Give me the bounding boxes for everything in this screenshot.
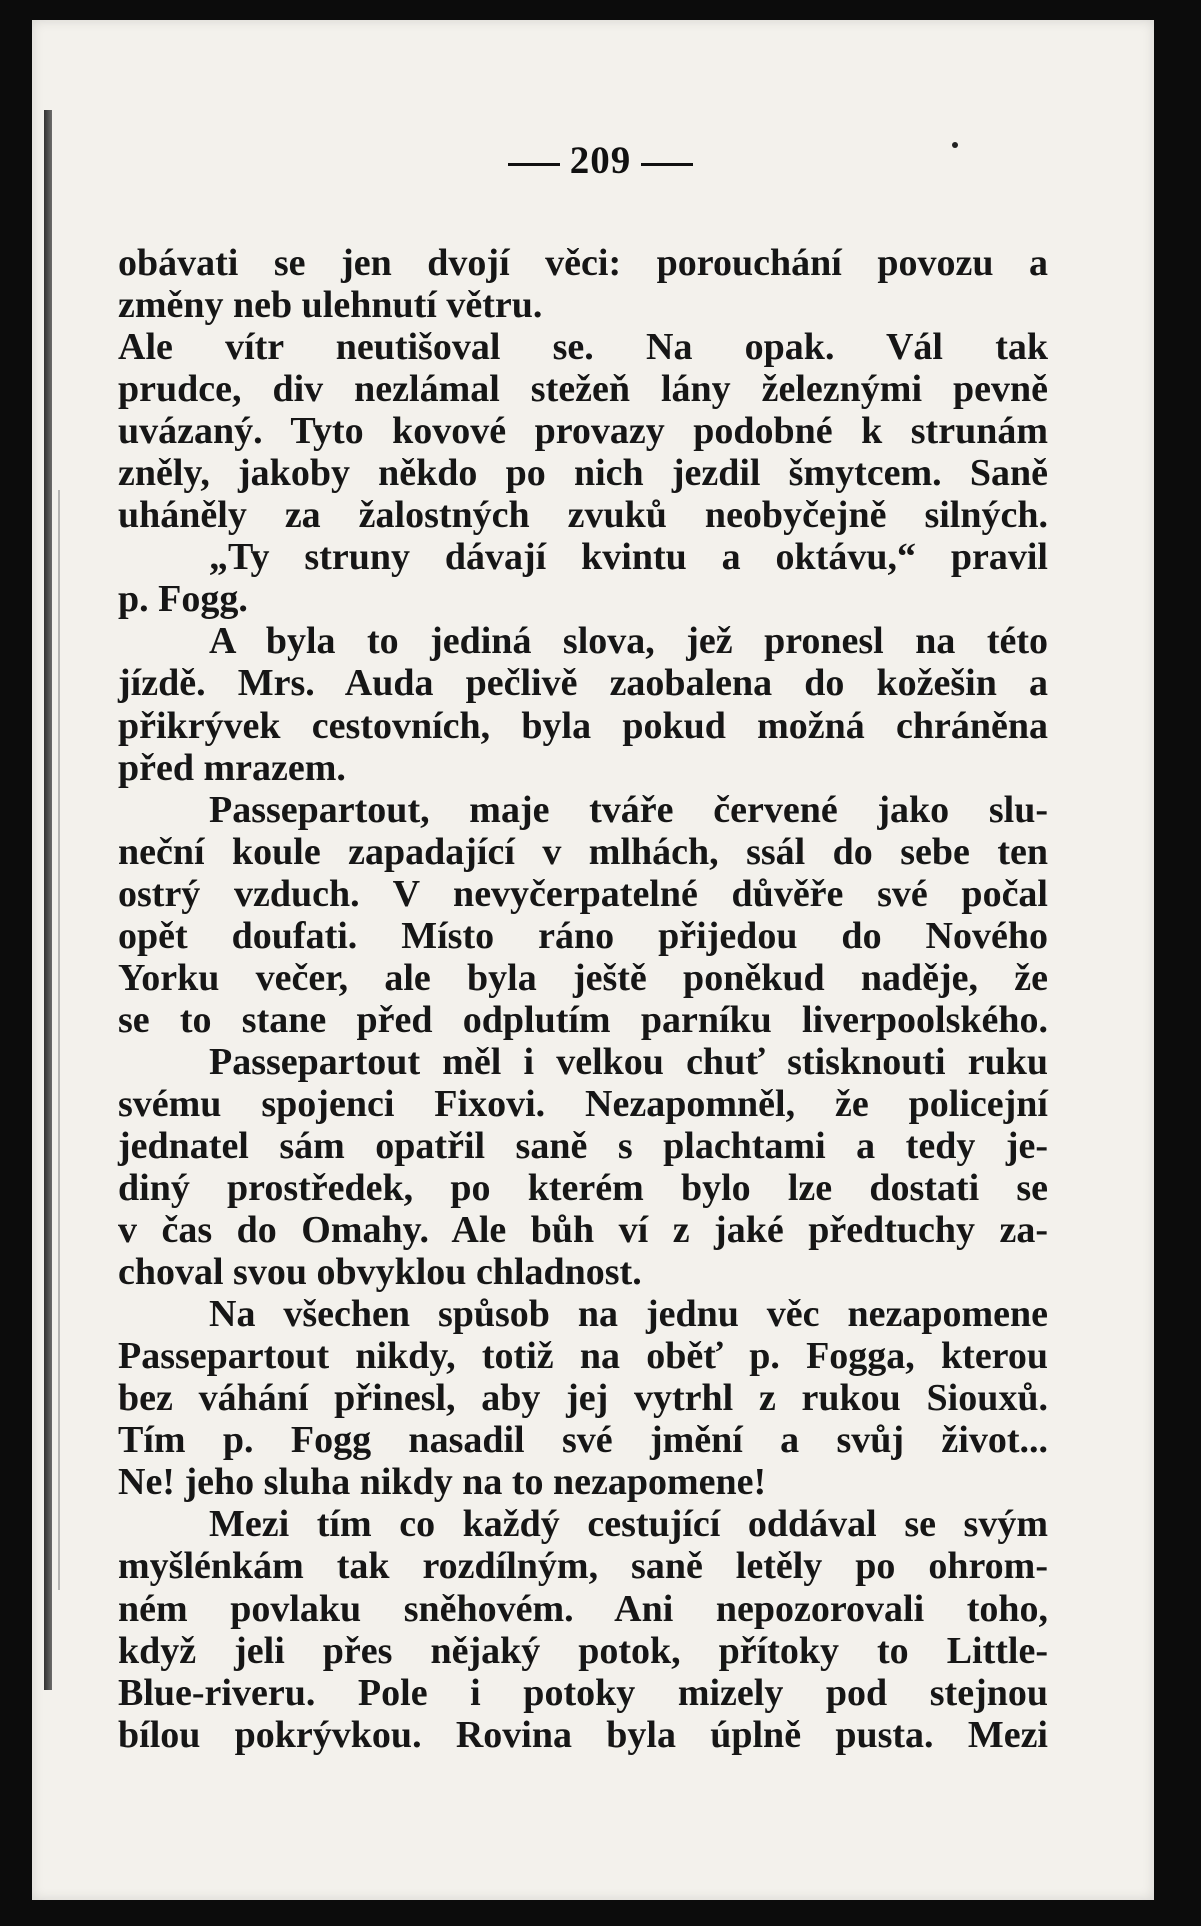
text-line: když jeli přes nějaký potok, přítoky to Little- (118, 1629, 1048, 1672)
text-line: svému spojenci Fixovi. Nezapomněl, že policejní (118, 1082, 1048, 1125)
page-header (0, 138, 1201, 183)
text-line: Passepartout nikdy, totiž na oběť p. Fogga, kterou (118, 1335, 1048, 1378)
page-number: 209 (569, 139, 632, 182)
text-line: bez váhání přinesl, aby jej vytrhl z rukou Siouxů. (118, 1377, 1048, 1420)
text-line: „Ty struny dávají kvintu a oktávu,“ pravil (209, 536, 1048, 579)
text-line: A byla to jediná slova, jež pronesl na této (209, 620, 1048, 663)
text-line: jízdě. Mrs. Auda pečlivě zaobalena do kožešin a (118, 662, 1048, 705)
text-line: Passepartout, maje tváře červené jako slu- (209, 788, 1048, 831)
text-line: Yorku večer, ale byla ještě poněkud naděje, že (118, 956, 1048, 999)
text-line: prudce, div nezlámal stežeň lány železnými pevně (118, 368, 1048, 411)
page-binding-edge (44, 110, 52, 1690)
text-line: Na všechen spůsob na jednu věc nezapomene (209, 1293, 1048, 1336)
text-line: ostrý vzduch. V nevyčerpatelné důvěře své počal (118, 872, 1048, 915)
page-binding-hairline (58, 490, 60, 1590)
text-line: Ne! jeho sluha nikdy na to nezapomene! (118, 1461, 767, 1504)
text-line: diný prostředek, po kterém bylo lze dostati se (118, 1167, 1048, 1210)
body-text (118, 242, 1048, 1756)
text-line: se to stane před odplutím parníku liverpoolského. (118, 998, 1048, 1041)
text-line: uháněly za žalostných zvuků neobyčejně silných. (118, 494, 1048, 537)
text-line: neční koule zapadající v mlhách, ssál do sebe ten (118, 830, 1048, 873)
text-line: p. Fogg. (118, 578, 248, 621)
text-line: ném povlaku sněhovém. Ani nepozorovali toho, (118, 1587, 1048, 1630)
text-line: Mezi tím co každý cestující oddával se svým (209, 1503, 1048, 1546)
text-line: v čas do Omahy. Ale bůh ví z jaké předtuchy za- (118, 1209, 1048, 1252)
text-line: obávati se jen dvojí věci: porouchání povozu a (118, 242, 1048, 284)
text-line: uvázaný. Tyto kovové provazy podobné k strunám (118, 410, 1048, 453)
text-line: opět doufati. Místo ráno přijedou do Nového (118, 914, 1048, 957)
text-line: choval svou obvyklou chladnost. (118, 1251, 642, 1294)
text-line: Tím p. Fogg nasadil své jmění a svůj život... (118, 1419, 1048, 1462)
text-line: bílou pokrývkou. Rovina byla úplně pusta. Mezi (118, 1713, 1048, 1756)
text-line: Passepartout měl i velkou chuť stisknouti ruku (209, 1040, 1048, 1083)
text-line: Blue-riveru. Pole i potoky mizely pod stejnou (118, 1671, 1048, 1714)
text-line: myšlénkám tak rozdílným, saně letěly po ohrom- (118, 1545, 1048, 1588)
text-line: zněly, jakoby někdo po nich jezdil šmytcem. Saně (118, 452, 1048, 495)
header-dash-left (508, 163, 560, 166)
ink-speck (952, 142, 958, 148)
header-dash-right (641, 163, 693, 166)
text-line: změny neb ulehnutí větru. (118, 284, 543, 327)
text-line: před mrazem. (118, 746, 346, 789)
text-line: Ale vítr neutišoval se. Na opak. Vál tak (118, 326, 1048, 369)
text-line: přikrývek cestovních, byla pokud možná chráněna (118, 704, 1048, 747)
text-line: jednatel sám opatřil saně s plachtami a tedy je- (118, 1124, 1048, 1167)
